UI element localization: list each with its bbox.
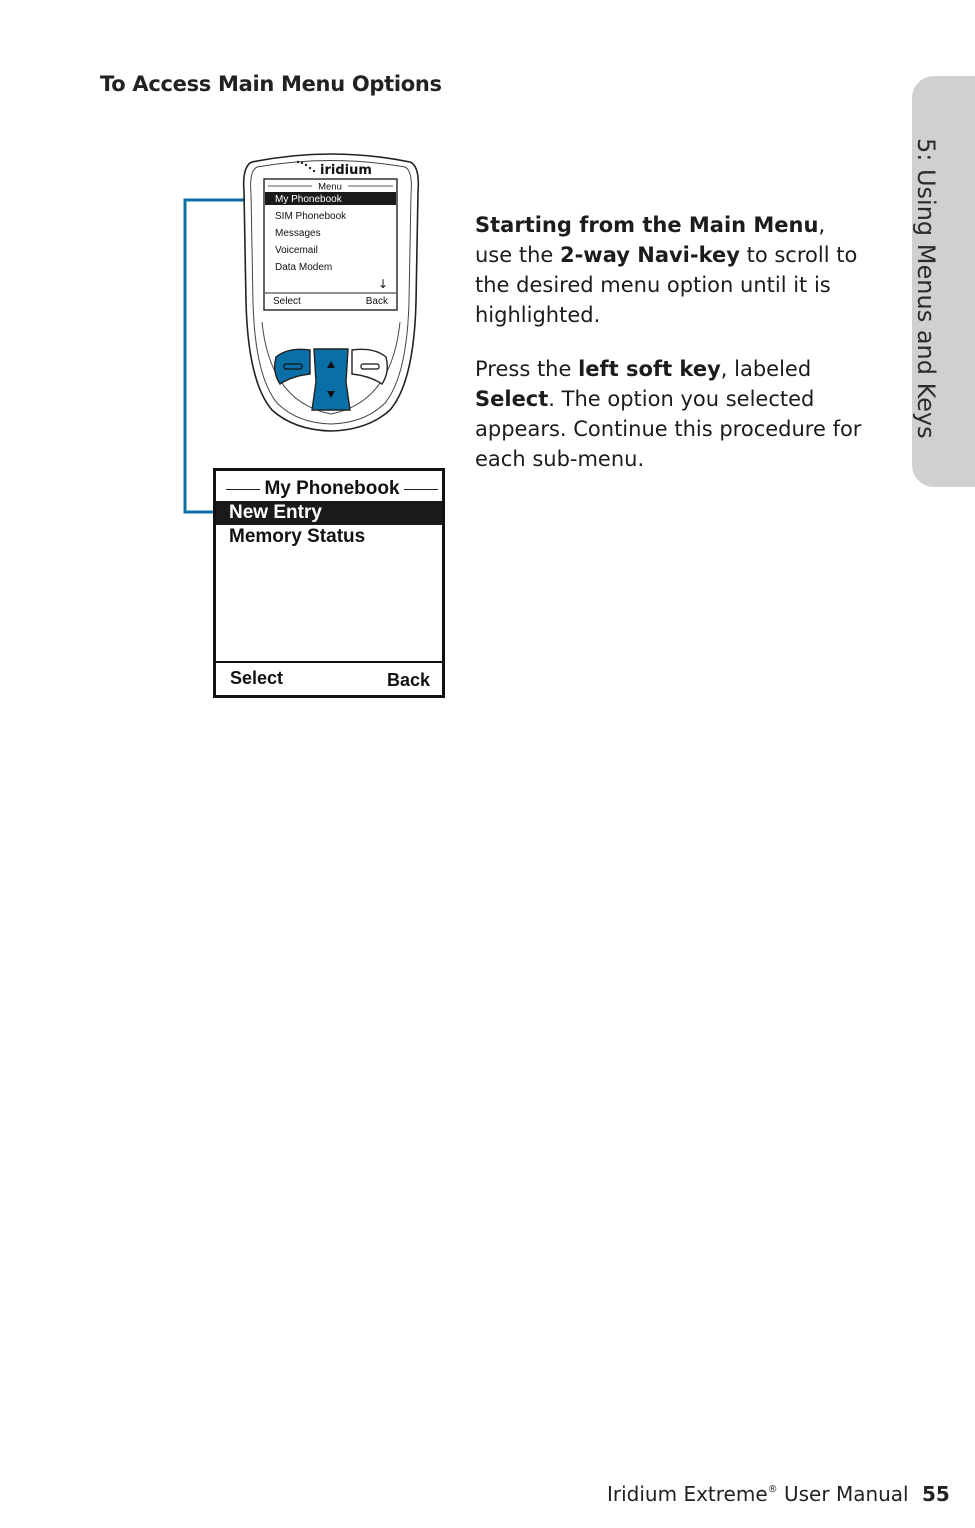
submenu-item-memory-status[interactable]: Memory Status bbox=[229, 526, 366, 547]
phone-menu-item: Messages bbox=[275, 228, 321, 239]
phone-illustration bbox=[240, 152, 422, 432]
soft-key-bar bbox=[216, 661, 442, 695]
phone-soft-right: Back bbox=[365, 296, 388, 307]
submenu-header bbox=[216, 477, 442, 501]
submenu-item-new-entry[interactable]: New Entry bbox=[216, 501, 442, 525]
phone-menu-item: SIM Phonebook bbox=[275, 211, 347, 222]
phone-menu-item: Voicemail bbox=[275, 245, 318, 256]
phone-menu-item: Data Modem bbox=[275, 262, 333, 273]
bold-phrase: Starting from the Main Menu bbox=[475, 213, 819, 237]
instructions bbox=[475, 210, 885, 498]
submenu-screen bbox=[213, 468, 445, 698]
page-number: 55 bbox=[922, 1482, 950, 1506]
instruction-paragraph-1: Starting from the Main Menu, use the 2-way Navi-key to scroll to the desired menu option until it is highlighted. bbox=[475, 213, 858, 327]
section-heading: To Access Main Menu Options bbox=[100, 72, 442, 96]
chapter-tab-label: 5: Using Menus and Keys bbox=[912, 138, 940, 439]
submenu-title: My Phonebook bbox=[264, 478, 400, 499]
phone-menu-item: My Phonebook bbox=[275, 194, 342, 205]
soft-key-back[interactable]: Back bbox=[386, 670, 430, 690]
footer-manual-title: Iridium Extreme® User Manual bbox=[607, 1482, 909, 1506]
bold-phrase: 2-way Navi-key bbox=[559, 243, 740, 267]
phone-brand: iridium bbox=[320, 163, 372, 178]
scroll-down-icon: ↓ bbox=[377, 277, 389, 291]
soft-key-select[interactable]: Select bbox=[230, 668, 284, 688]
instruction-paragraph-2: Press the left soft key, labeled Select. The option you selected appears. Continue this procedure for each sub-menu. bbox=[475, 357, 862, 471]
bold-phrase: Select bbox=[475, 387, 549, 411]
phone-screen-title: Menu bbox=[318, 181, 342, 193]
phone-soft-left: Select bbox=[273, 296, 301, 307]
navi-key[interactable] bbox=[312, 349, 350, 410]
bold-phrase: left soft key bbox=[578, 357, 721, 381]
